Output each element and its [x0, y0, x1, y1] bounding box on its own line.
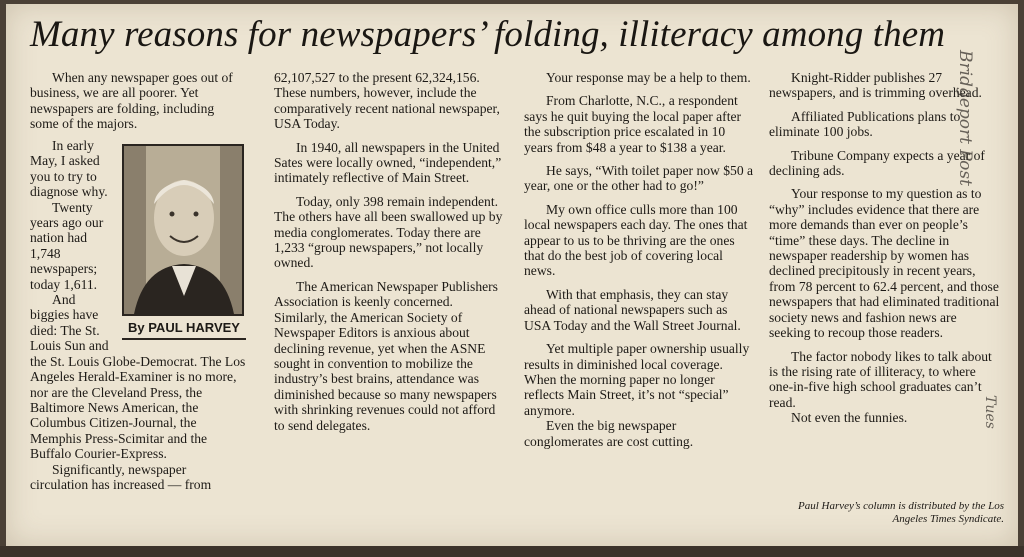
paragraph: Even the big newspaper conglomerates are cost cutting. [524, 418, 694, 449]
paragraph: Yet multiple paper ownership usually results in diminished local coverage. When the morning paper no longer reflects Main Street, it’s not “special” anymore. [524, 341, 750, 418]
portrait-icon [124, 146, 242, 314]
paragraph: Tribune Company expects a year of declining ads. [769, 147, 985, 179]
author-photo-block [122, 144, 246, 340]
column-1 [30, 70, 246, 132]
paragraph: Knight-Ridder publishes 27 newspapers, and is trimming overhead. [769, 70, 982, 101]
paragraph: In 1940, all newspapers in the United Sates were locally owned, “independent,” intimately reflective of Main Street. [274, 139, 502, 186]
paragraph: In early May, I asked you to try to diagnose why. [30, 138, 108, 200]
paragraph: 62,107,527 to the present 62,324,156. These numbers, however, include the comparatively recent national newspaper, USA Today. [274, 70, 500, 132]
paragraph: The American Newspaper Publishers Association is keenly concerned. Similarly, the American Society of Newspaper Editors is anxious about declining revenue, yet when the ASNE sought in convention to mobilize the industry’s best brains, attendance was diminished because so many newspapers with shrinking revenues could not afford to send delegates. [274, 278, 498, 433]
column-3 [524, 70, 754, 449]
headline: Many reasons for newspapers’ folding, illiteracy among them [30, 14, 946, 55]
paragraph: When any newspaper goes out of business, we are all poorer. Yet newspapers are folding, including some of the majors. [30, 70, 233, 132]
byline: By PAUL HARVEY [128, 320, 240, 335]
paragraph: Twenty years ago our nation had 1,748 newspapers; today 1,611. [30, 199, 104, 292]
paragraph: Today, only 398 remain independent. The others have all been swallowed up by media conglomerates. Today there are 1,233 “group newspapers,” not locally owned. [274, 193, 503, 271]
paragraph: From Charlotte, N.C., a respondent says he quit buying the local paper after the subscription price escalated in 10 years from $48 a year to $138 a year. [524, 93, 742, 155]
byline-rule [122, 338, 246, 340]
handwritten-note-bottom: Tues [982, 395, 998, 429]
paragraph: My own office culls more than 100 local newspapers each day. The ones that appear to us to be thriving are the ones that do the best job of covering local news. [524, 201, 748, 279]
column-1-wrap [30, 138, 246, 492]
paragraph: Significantly, newspaper circulation has increased — from [30, 461, 212, 492]
handwritten-note-top: Bridgeport Post [955, 50, 975, 186]
paragraph: The factor nobody likes to talk about is the rising rate of illiteracy, to where one-in-five high school graduates can’t read. [769, 348, 992, 410]
paragraph: He says, “With toilet paper now $50 a year, one or the other had to go!” [524, 163, 754, 194]
paragraph: And biggies have died: The St. Louis Sun and the St. Louis Globe-Democrat. The Los Angeles Herald-Examiner is no more, nor are the Cleveland Press, the Baltimore News American, the Columbus Citizen-Journal, the Memphis Press-Scimitar and the Buffalo Courier-Express. [30, 292, 246, 462]
syndication-credit: Paul Harvey’s column is distributed by the Los Angeles Times Syndicate. [797, 500, 1004, 525]
author-photo [122, 144, 244, 316]
paragraph: Affiliated Publications plans to eliminate 100 jobs. [769, 108, 961, 140]
background-strip [0, 546, 1024, 557]
paragraph: Your response may be a help to them. [546, 70, 751, 85]
paragraph: Not even the funnies. [791, 410, 908, 426]
paragraph: Your response to my question as to “why” includes evidence that there are more demands than ever on people’s “time” these days. The decline in newspaper readership by women has declined precipitously in recent years, from 78 percent to 62.4 percent, and those newspapers that had eliminated traditional society news and fashion news are seeking to recoup those readers. [769, 186, 1000, 341]
paragraph: With that emphasis, they can stay ahead of national newspapers such as USA Today and the Wall Street Journal. [524, 286, 741, 333]
column-2 [274, 70, 504, 433]
